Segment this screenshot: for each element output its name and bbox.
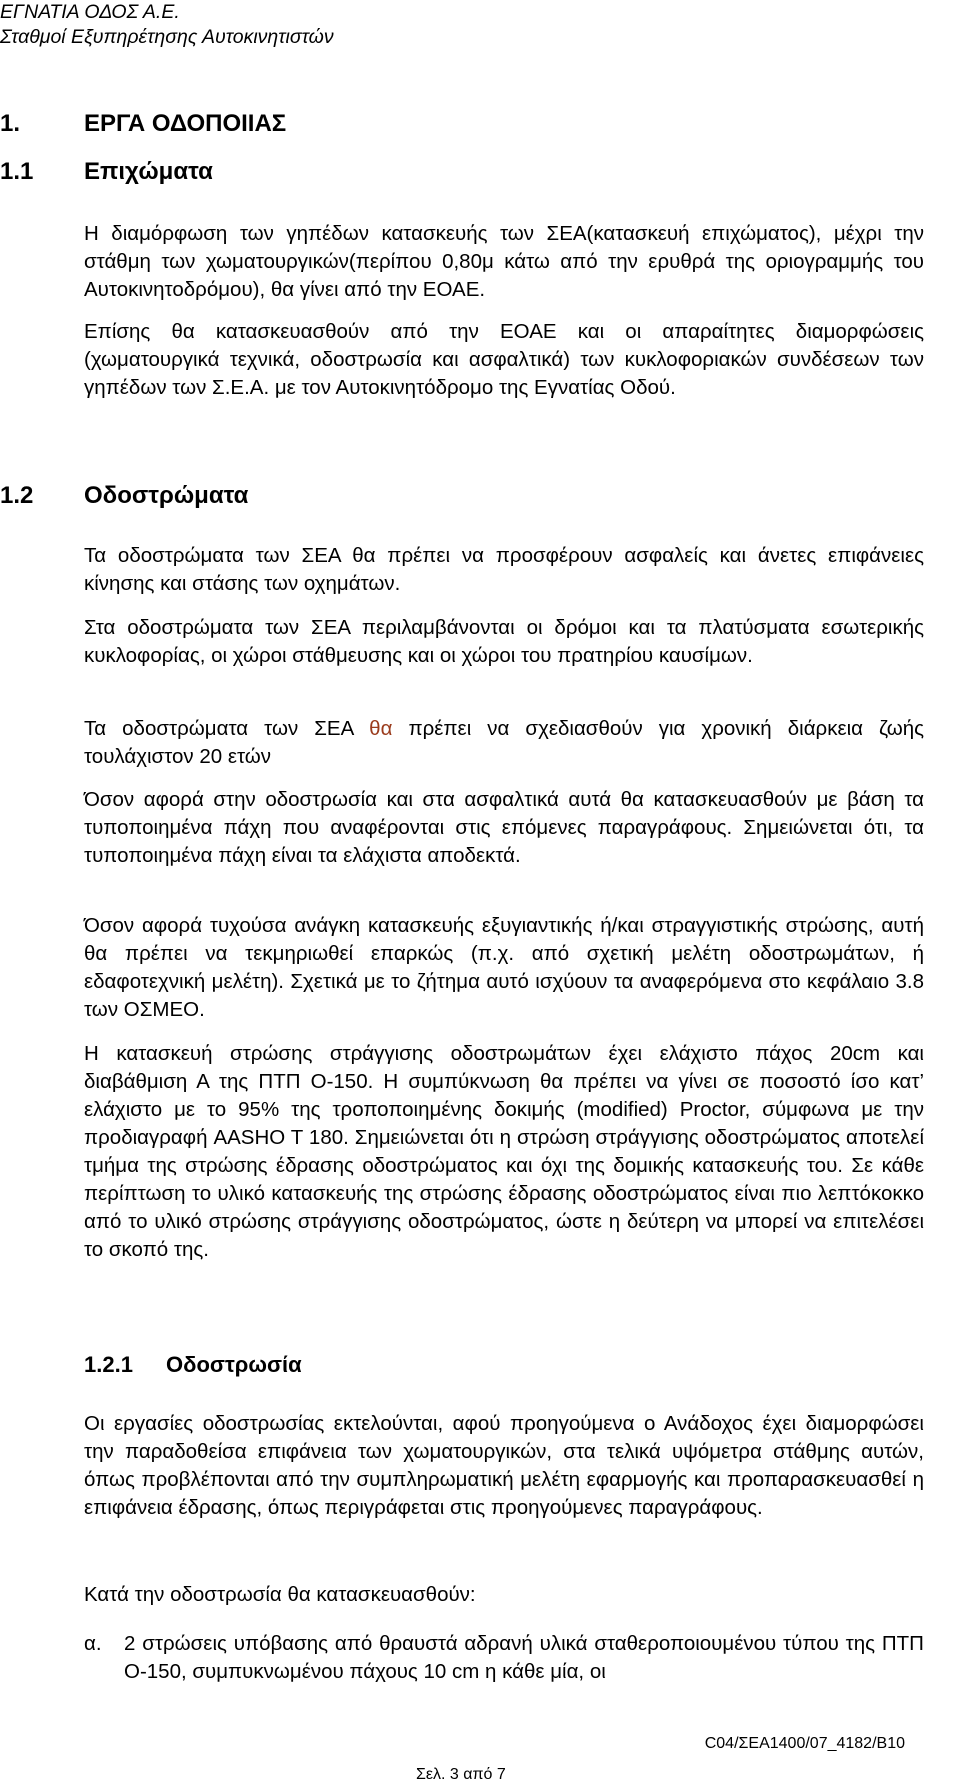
paragraph-text: Τα οδοστρώματα των ΣΕΑ	[84, 717, 370, 740]
paragraph: Τα οδοστρώματα των ΣΕΑ θα πρέπει να προσφέρουν ασφαλείς και άνετες επιφάνειες κίνησης και στάσης των οχημάτων.	[84, 544, 924, 595]
heading-section-1	[0, 110, 286, 138]
highlighted-word: θα	[369, 717, 393, 740]
heading-title: Οδοστρωσία	[166, 1352, 302, 1377]
list-marker: α.	[84, 1632, 102, 1655]
paragraph-text: πρέπει να σχεδιασθούν για χρονική διάρκεια ζωής τουλάχιστον 20 ετών	[84, 717, 925, 768]
paragraph: Στα οδοστρώματα των ΣΕΑ περιλαμβάνονται οι δρόμοι και τα πλατύσματα εσωτερικής κυκλοφορίας, οι χώροι στάθμευσης και οι χώροι του πρατηρίου καυσίμων.	[84, 616, 924, 667]
paragraph: Όσον αφορά τυχούσα ανάγκη κατασκευής εξυγιαντικής ή/και στραγγιστικής στρώσης, αυτή θα πρέπει να τεκμηριωθεί επαρκώς (π.χ. από σχετική μελέτη οδοστρωμάτων, ή εδαφοτεχνική μελέτη). Σχετικά με το ζήτημα αυτό ισχύουν τα αναφερόμενα στο κεφάλαιο 3.8 των ΟΣΜΕΟ.	[84, 914, 924, 1021]
heading-title: Επιχώματα	[84, 158, 213, 185]
document-header	[0, 0, 334, 50]
heading-title: ΕΡΓΑ ΟΔΟΠΟΙΙΑΣ	[84, 110, 287, 137]
paragraph: Κατά την οδοστρωσία θα κατασκευασθούν:	[84, 1583, 476, 1606]
paragraph: Η διαμόρφωση των γηπέδων κατασκευής των ΣΕΑ(κατασκευή επιχώματος), μέχρι την στάθμη των χωματουργικών(περίπου 0,80μ κάτω από την ερυθρά της οριογραμμής του Αυτοκινητοδρόμου), θα γίνει από την ΕΟΑΕ.	[84, 222, 924, 301]
heading-section-1-1	[0, 158, 213, 186]
document-reference: C04/ΣΕΑ1400/07_4182/B10	[704, 1735, 905, 1752]
header-subtitle: Σταθμοί Εξυπηρέτησης Αυτοκινητιστών	[0, 26, 334, 48]
paragraph: Όσον αφορά στην οδοστρωσία και στα ασφαλτικά αυτά θα κατασκευασθούν με βάση τα τυποποιημένα πάχη που αναφέρονται στις επόμενες παραγράφους. Σημειώνεται ότι, τα τυποποιημένα πάχη είναι τα ελάχιστα αποδεκτά.	[84, 788, 924, 867]
paragraph: Η κατασκευή στρώσης στράγγισης οδοστρωμάτων έχει ελάχιστο πάχος 20cm και διαβάθμιση Α της ΠΤΠ Ο-150. Η συμπύκνωση θα πρέπει να γίνει σε ποσοστό ίσο κατ’ ελάχιστο με το 95% της τροποποιημένης δοκιμής (modified) Proctor, σύμφωνα με την προδιαγραφή AASHO T 180. Σημειώνεται ότι η στρώση στράγγισης οδοστρώματος αποτελεί τμήμα της στρώσης έδρασης οδοστρώματος και όχι της δομικής κατασκευής του. Σε κάθε περίπτωση το υλικό κατασκευής της στρώσης έδρασης οδοστρώματος είναι πιο λεπτόκοκκο από το υλικό στρώσης στράγγισης οδοστρώματος, ώστε η δεύτερη να μπορεί να επιτελέσει το σκοπό της.	[84, 1042, 924, 1261]
header-company: ΕΓΝΑΤΙΑ ΟΔΟΣ Α.Ε.	[0, 1, 180, 23]
heading-number: 1.2.1	[84, 1352, 133, 1377]
paragraph: Επίσης θα κατασκευασθούν από την ΕΟΑΕ και οι απαραίτητες διαμορφώσεις (χωματουργικά τεχνικά, οδοστρωσία και ασφαλτικά) των κυκλοφοριακών συνδέσεων των γηπέδων των Σ.Ε.Α. με τον Αυτοκινητόδρομο της Εγνατίας Οδού.	[84, 320, 924, 399]
heading-section-1-2-1	[84, 1352, 302, 1378]
list-item	[84, 1630, 924, 1686]
heading-title: Οδοστρώματα	[84, 482, 249, 509]
heading-number: 1.1	[0, 158, 34, 185]
page-number: Σελ. 3 από 7	[416, 1766, 506, 1783]
list-item-text: 2 στρώσεις υπόβασης από θραυστά αδρανή υλικά σταθεροποιουμένου τύπου της ΠΤΠ Ο-150, συμπυκνωμένου πάχους 10 cm η κάθε μία, οι	[124, 1632, 924, 1683]
heading-number: 1.2	[0, 482, 34, 509]
heading-section-1-2	[0, 482, 248, 510]
heading-number: 1.	[0, 110, 21, 137]
paragraph: Οι εργασίες οδοστρωσίας εκτελούνται, αφού προηγούμενα ο Ανάδοχος έχει διαμορφώσει την παραδοθείσα επιφάνεια των χωματουργικών, στα τελικά υψόμετρα στάθμης αυτών, όπως προβλέπονται από την συμπληρωματική μελέτη εφαρμογής και προπαρασκευασθεί η επιφάνεια έδρασης, όπως περιγράφεται στις προηγούμενες παραγράφους.	[84, 1412, 924, 1519]
paragraph	[84, 715, 924, 771]
